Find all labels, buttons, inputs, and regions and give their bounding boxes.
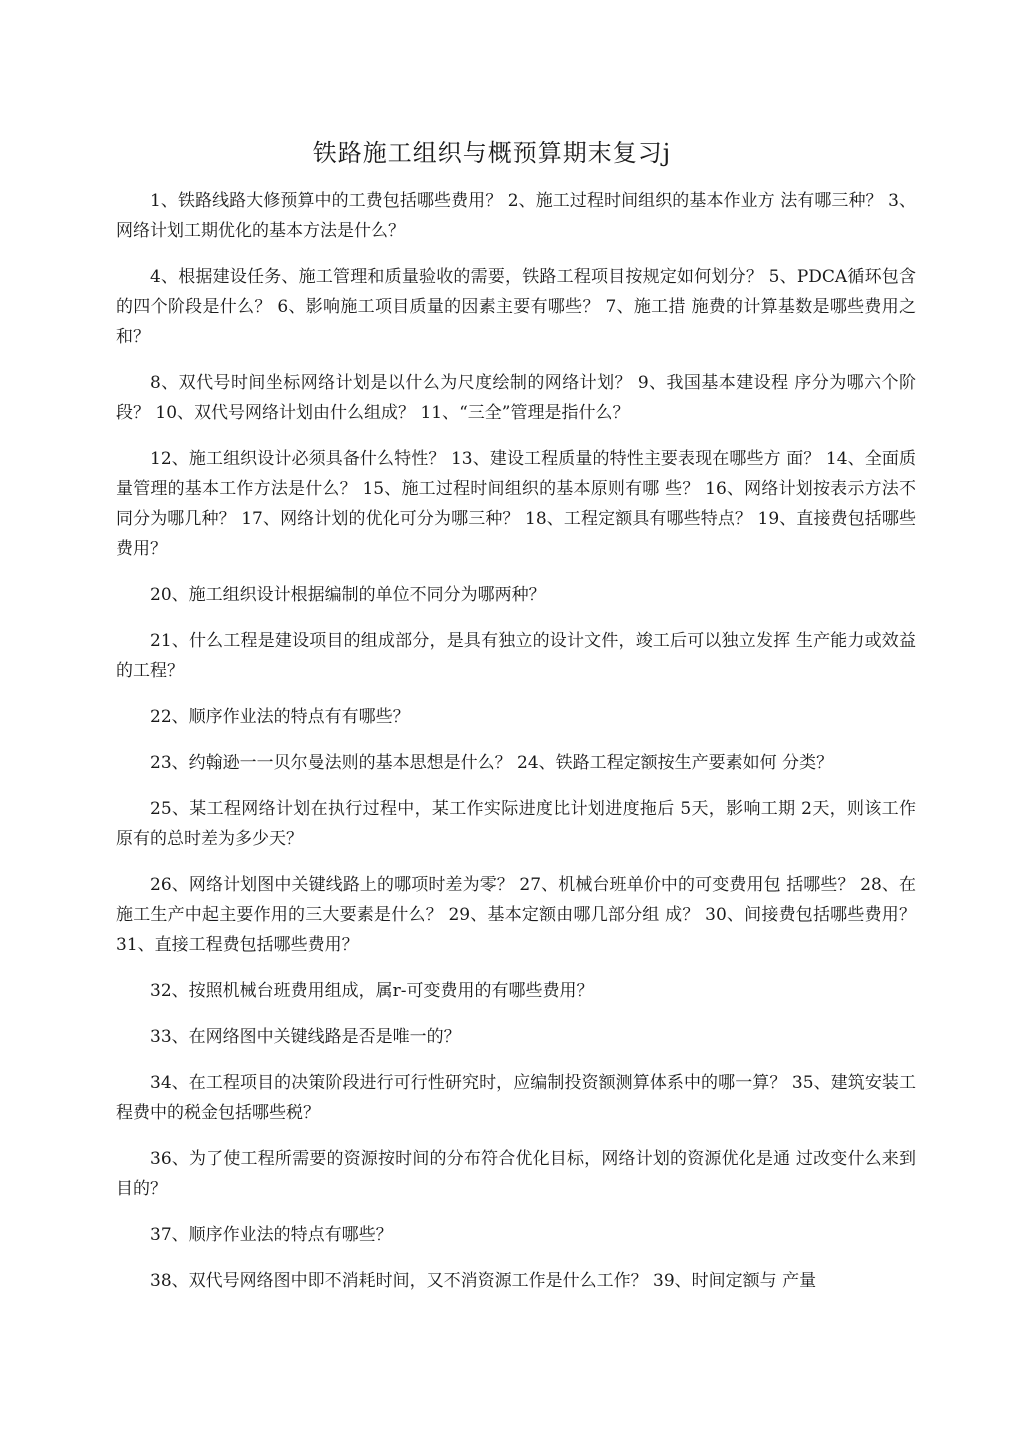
paragraph: 33、在网络图中关键线路是否是唯一的？ <box>150 1027 461 1047</box>
paragraph: 38、双代号网络图中即不消耗时间，又不消资源工作是什么工作？ 39、时间定额与 产量 <box>150 1271 817 1291</box>
paragraph: 25、某工程网络计划在执行过程中，某工作实际进度比计划进度拖后 5天，影响工期 2天，则该工作原有的总时差为多少天？ <box>116 799 916 849</box>
document-title: 铁路施工组织与概预算期末复习j <box>312 139 672 167</box>
paragraph: 36、为了使工程所需要的资源按时间的分布符合优化目标，网络计划的资源优化是通 过改变什么来到目的？ <box>116 1149 916 1199</box>
paragraph: 23、约翰逊一一贝尔曼法则的基本思想是什么？ 24、铁路工程定额按生产要素如何 分类？ <box>150 753 834 773</box>
paragraph: 4、根据建设任务、施工管理和质量验收的需要，铁路工程项目按规定如何划分？ 5、PDCA循环包含的四个阶段是什么？ 6、影响施工项目质量的因素主要有哪些？ 7、施工措 施费的计算基数是哪些费用之和？ <box>116 267 916 347</box>
paragraph: 20、施工组织设计根据编制的单位不同分为哪两种？ <box>150 585 546 605</box>
paragraph: 34、在工程项目的决策阶段进行可行性研究时，应编制投资额测算体系中的哪一算？ 35、建筑安装工程费中的税金包括哪些税？ <box>116 1073 916 1123</box>
paragraph: 37、顺序作业法的特点有哪些？ <box>150 1225 393 1245</box>
paragraph: 12、施工组织设计必须具备什么特性？ 13、建设工程质量的特性主要表现在哪些方 面？ 14、全面质量管理的基本工作方法是什么？ 15、施工过程时间组织的基本原则有哪 些？ 16、网络计划按表示方法不同分为哪几种？ 17、网络计划的优化可分为哪三种？ 18、工程定额具有哪些特点？ 19、直接费包括哪些费用？ <box>116 449 916 559</box>
paragraph: 26、网络计划图中关键线路上的哪项时差为零？ 27、机械台班单价中的可变费用包 括哪些？ 28、在施工生产中起主要作用的三大要素是什么？ 29、基本定额由哪几部分组 成？ 30、间接费包括哪些费用？ 31、直接工程费包括哪些费用？ <box>116 875 916 955</box>
paragraph: 21、什么工程是建设项目的组成部分，是具有独立的设计文件，竣工后可以独立发挥 生产能力或效益的工程？ <box>116 631 916 681</box>
paragraph: 22、顺序作业法的特点有有哪些？ <box>150 707 410 727</box>
paragraph: 8、双代号时间坐标网络计划是以什么为尺度绘制的网络计划？ 9、我国基本建设程 序分为哪六个阶段？ 10、双代号网络计划由什么组成？ 11、“三全”管理是指什么？ <box>116 373 916 423</box>
paragraph: 1、铁路线路大修预算中的工费包括哪些费用？ 2、施工过程时间组织的基本作业方 法有哪三种？ 3、网络计划工期优化的基本方法是什么？ <box>116 191 916 241</box>
document-body <box>116 186 916 1312</box>
paragraph: 32、按照机械台班费用组成，属r-可变费用的有哪些费用？ <box>150 981 594 1001</box>
